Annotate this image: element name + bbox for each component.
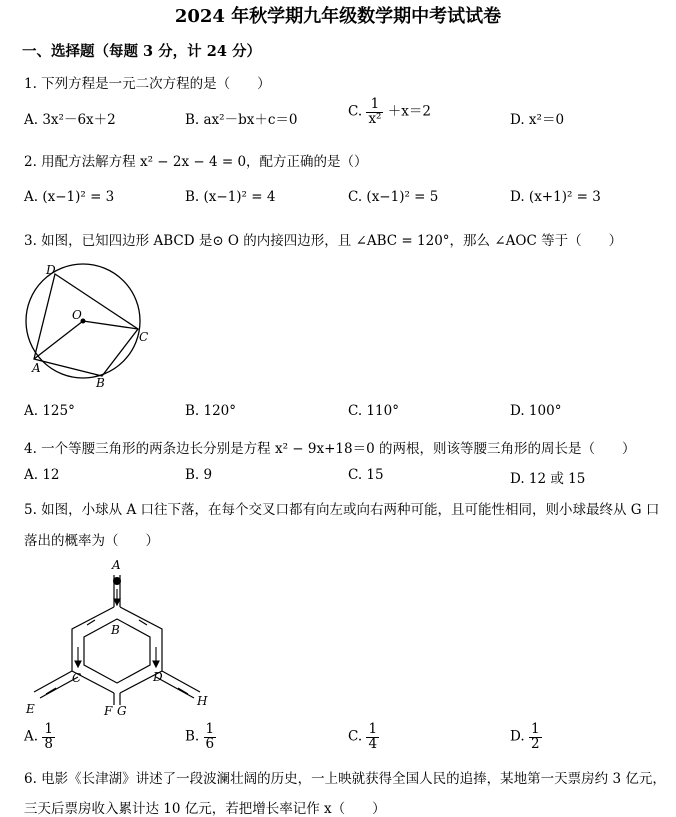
q5-option-b-label: B. xyxy=(185,728,200,745)
label-e: E xyxy=(26,702,35,716)
label-a: A xyxy=(112,558,121,572)
q1-option-c-fraction xyxy=(366,98,383,126)
q2-option-a: A. (x−1)² = 3 xyxy=(24,189,115,205)
q5-option-a xyxy=(24,723,55,751)
q1-option-c-label: C. xyxy=(348,103,363,120)
question-2-stem: 2. 用配方法解方程 x² − 2x − 4 = 0，配方正确的是（） xyxy=(24,154,368,170)
q5-d-numerator: 1 xyxy=(530,721,540,737)
q4-option-c: C. 15 xyxy=(348,467,384,483)
ball xyxy=(113,577,121,585)
label-d: D xyxy=(153,670,163,684)
q5-option-c xyxy=(348,723,379,751)
q5-d-denominator: 2 xyxy=(530,735,540,752)
question-1-stem: 1. 下列方程是一元二次方程的是（ ） xyxy=(24,76,271,92)
label-a: A xyxy=(32,361,41,375)
q5-b-numerator: 1 xyxy=(205,721,215,737)
q3-option-b: B. 120° xyxy=(185,403,237,419)
question-6-stem-line2: 三天后票房收入累计达 10 亿元，若把增长率记作 x（ ） xyxy=(24,801,386,817)
label-g: G xyxy=(117,704,127,718)
q5-b-denominator: 6 xyxy=(205,735,215,752)
q4-option-b: B. 9 xyxy=(185,467,213,483)
q1-c-numerator: 1 xyxy=(370,96,380,112)
q4-option-a: A. 12 xyxy=(24,467,60,483)
q2-option-c: C. (x−1)² = 5 xyxy=(348,189,439,205)
q1-option-d: D. x²＝0 xyxy=(510,112,565,128)
q5-option-d-label: D. xyxy=(510,728,525,745)
q3-option-d: D. 100° xyxy=(510,403,562,419)
question-3-stem: 3. 如图，已知四边形 ABCD 是⊙ O 的内接四边形，且 ∠ABC = 120°，那么 ∠AOC 等于（ ） xyxy=(24,233,623,249)
question-4-stem: 4. 一个等腰三角形的两条边长分别是方程 x² − 9x+18＝0 的两根，则该等腰三角形的周长是（ ） xyxy=(24,441,636,457)
label-o: O xyxy=(72,308,82,322)
q5-option-d xyxy=(510,723,542,751)
q5-a-numerator: 1 xyxy=(44,721,53,737)
q1-option-b: B. ax²－bx＋c＝0 xyxy=(185,112,298,128)
label-c: C xyxy=(72,671,82,685)
question-5-stem-line2: 落出的概率为（ ） xyxy=(24,533,159,549)
q5-a-denominator: 8 xyxy=(44,735,53,752)
q3-circle-figure xyxy=(18,258,158,393)
q5-c-numerator: 1 xyxy=(368,721,378,737)
q3-option-a: A. 125° xyxy=(24,403,75,419)
q1-option-a: A. 3x²－6x＋2 xyxy=(24,112,116,128)
label-c: C xyxy=(139,330,149,344)
q5-option-b xyxy=(185,723,216,751)
label-b: B xyxy=(111,623,120,637)
q2-option-b: B. (x−1)² = 4 xyxy=(185,189,276,205)
section-heading: 一、选择题（每题 3 分，计 24 分） xyxy=(22,43,261,60)
q2-option-d: D. (x+1)² = 3 xyxy=(510,189,601,205)
q5-option-c-label: C. xyxy=(348,728,363,745)
q1-c-denominator: x² xyxy=(368,110,382,127)
q5-ball-path-figure xyxy=(20,555,220,720)
label-b: B xyxy=(96,376,105,390)
q3-option-c: C. 110° xyxy=(348,403,399,419)
question-6-stem-line1: 6. 电影《长津湖》讲述了一段波澜壮阔的历史，一上映就获得全国人民的追捧，某地第一天票房约 3 亿元， xyxy=(24,771,666,787)
label-f: F xyxy=(104,704,113,718)
q5-c-denominator: 4 xyxy=(368,735,378,752)
q1-option-c xyxy=(348,98,431,126)
label-d: D xyxy=(46,263,56,277)
exam-title: 2024 年秋学期九年级数学期中考试试卷 xyxy=(174,6,502,27)
question-5-stem-line1: 5. 如图，小球从 A 口往下落，在每个交叉口都有向左或向右两种可能，且可能性相同，则小球最终从 G 口 xyxy=(24,502,660,518)
label-h: H xyxy=(197,694,208,708)
quadrilateral-abcd xyxy=(34,274,138,376)
q1-option-c-rest: ＋x＝2 xyxy=(387,103,431,120)
segment-oc xyxy=(83,321,138,329)
q4-option-d: D. 12 或 15 xyxy=(510,471,586,487)
q5-option-a-label: A. xyxy=(24,728,39,745)
